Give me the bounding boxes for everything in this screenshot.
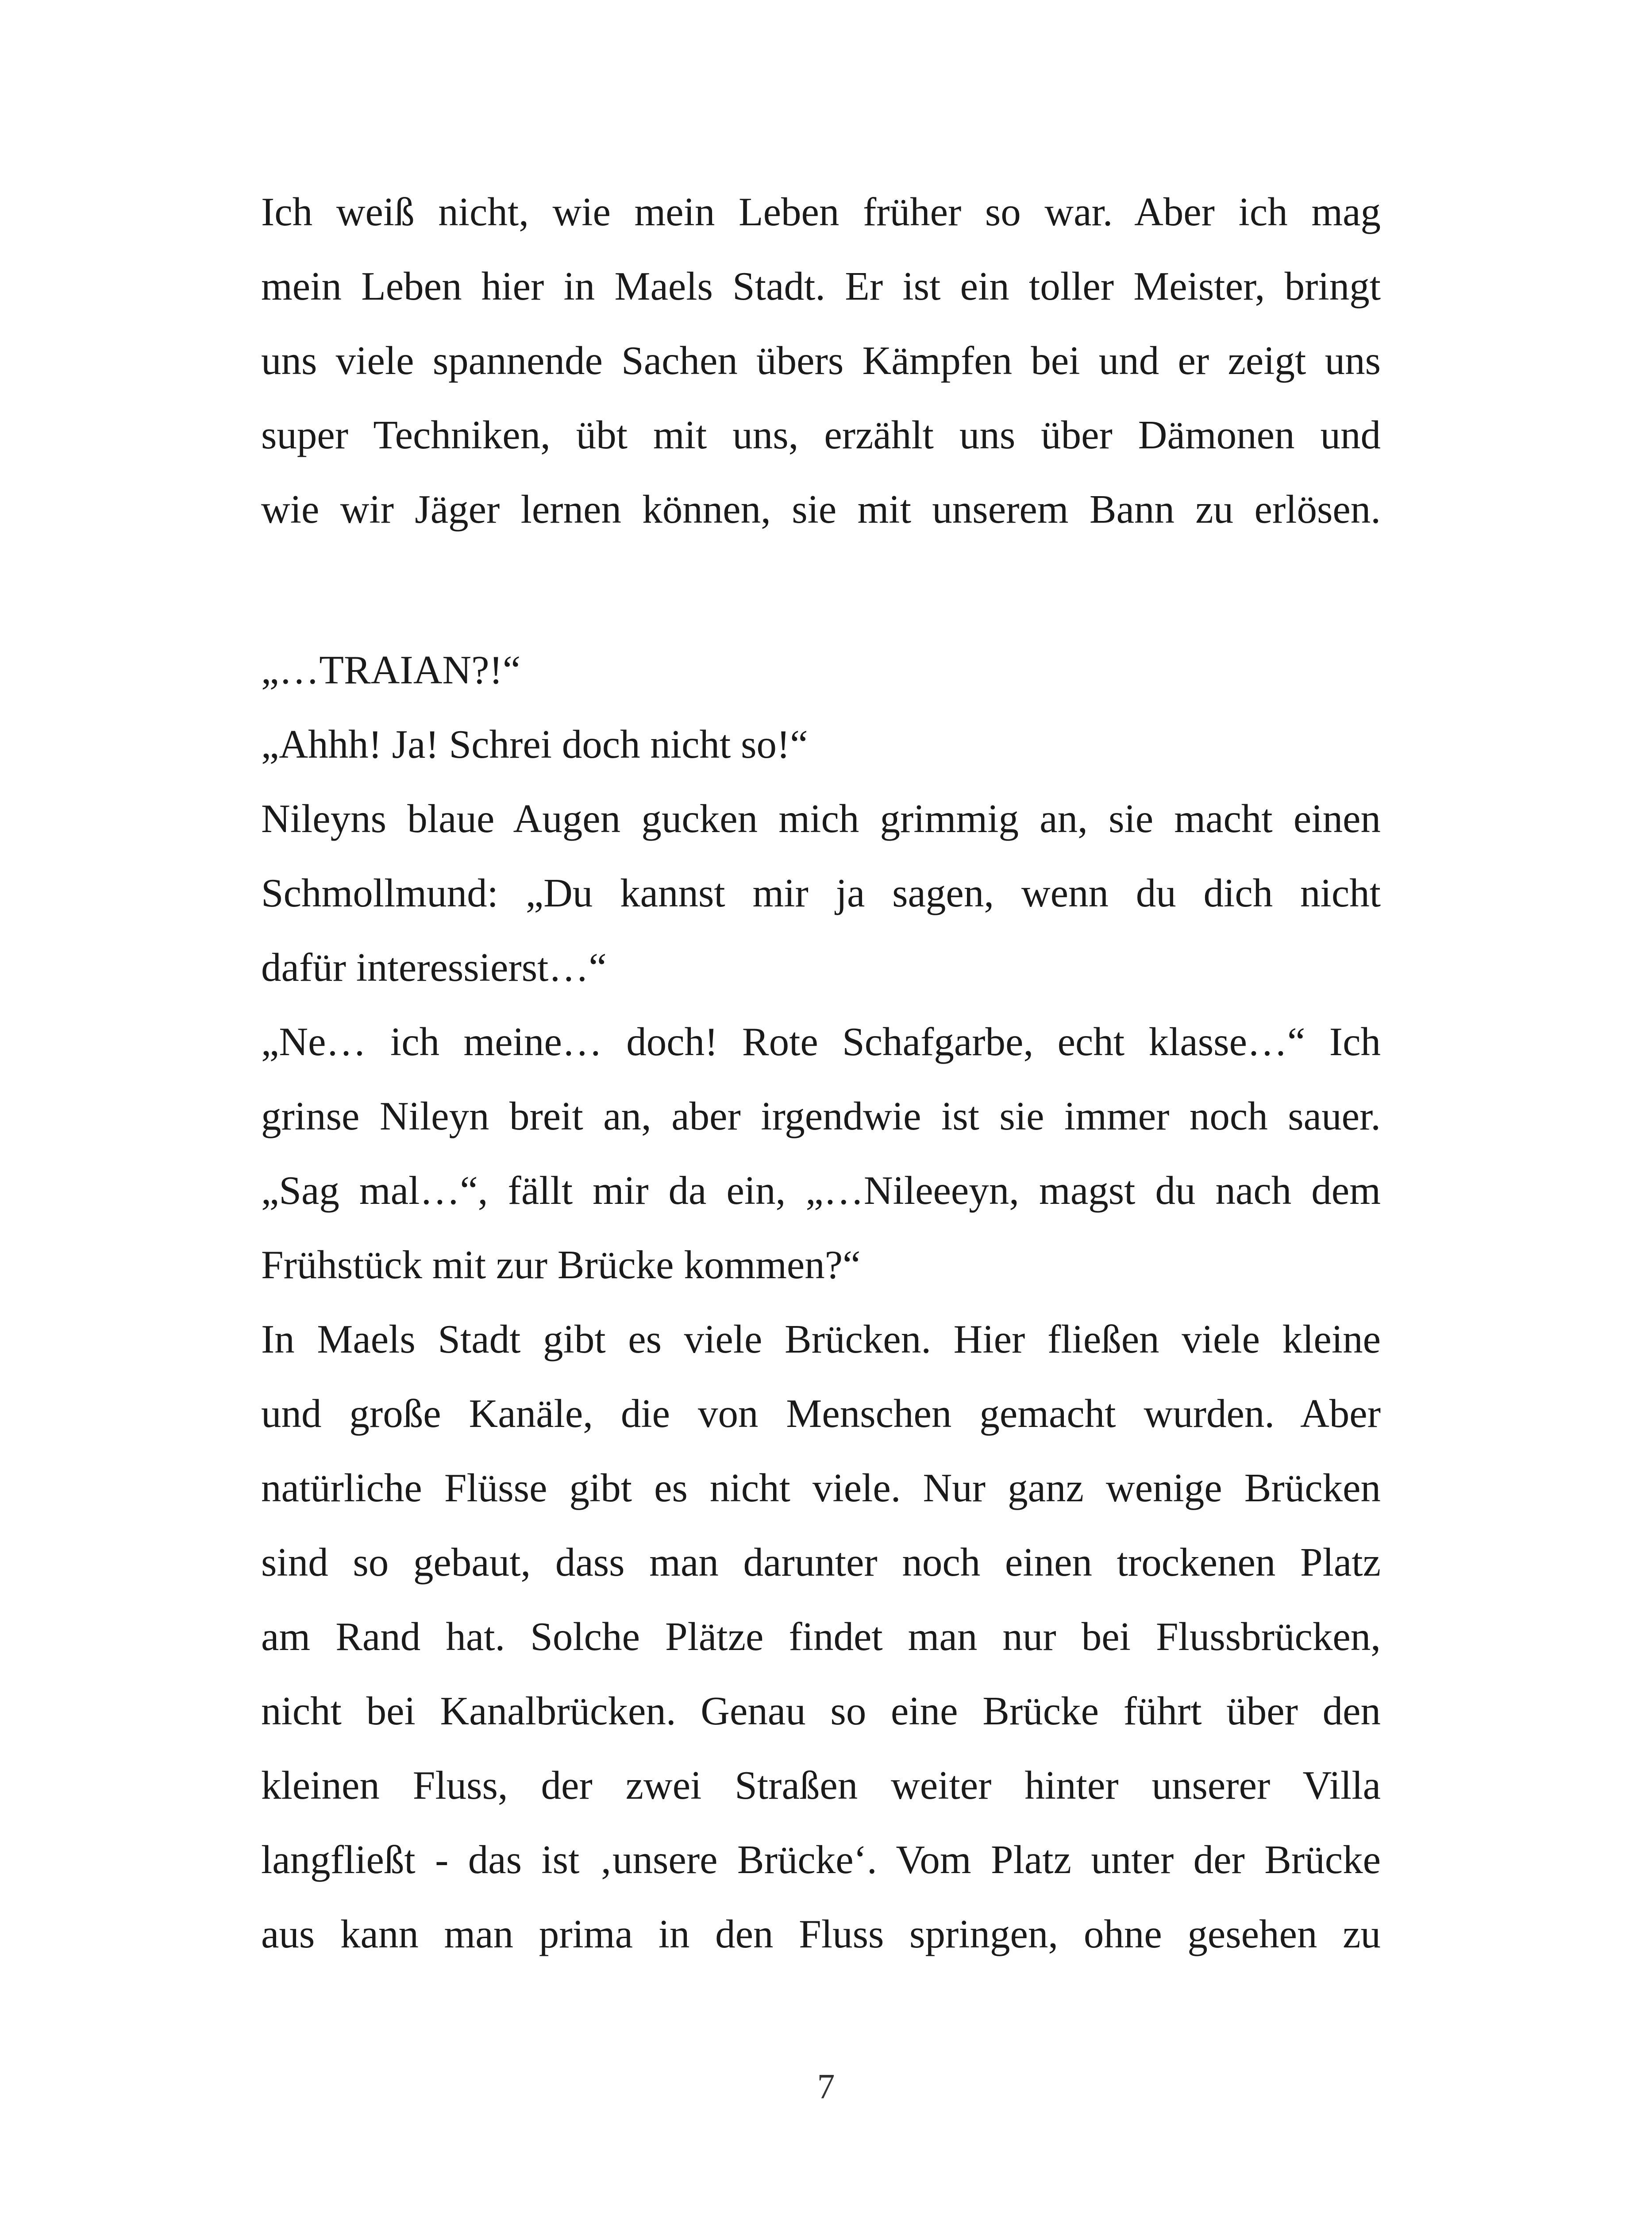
text-line: In Maels Stadt gibt es viele Brücken. Hier fließen viele kleine <box>261 1317 1381 1361</box>
text-line: sind so gebaut, dass man darunter noch einen trockenen Platz <box>261 1540 1381 1585</box>
text-line: Nileyns blaue Augen gucken mich grimmig an, sie macht einen <box>261 796 1381 841</box>
text-line: „Ahhh! Ja! Schrei doch nicht so!“ <box>261 722 808 767</box>
text-line: „Ne… ich meine… doch! Rote Schafgarbe, echt klasse…“ Ich <box>261 1019 1381 1064</box>
text-line: „Sag mal…“, fällt mir da ein, „…Nileeeyn, magst du nach dem <box>261 1168 1381 1213</box>
text-line: Schmollmund: „Du kannst mir ja sagen, wenn du dich nicht <box>261 871 1381 915</box>
text-line: Frühstück mit zur Brücke kommen?“ <box>261 1242 861 1287</box>
text-line: am Rand hat. Solche Plätze findet man nur bei Flussbrücken, <box>261 1614 1381 1659</box>
text-line: Ich weiß nicht, wie mein Leben früher so war. Aber ich mag <box>261 189 1381 234</box>
text-line: uns viele spannende Sachen übers Kämpfen bei und er zeigt uns <box>261 338 1381 383</box>
text-line: grinse Nileyn breit an, aber irgendwie ist sie immer noch sauer. <box>261 1094 1381 1138</box>
text-line: dafür interessierst…“ <box>261 945 607 990</box>
text-line: langfließt - das ist ‚unsere Brücke‘. Vom Platz unter der Brücke <box>261 1837 1381 1882</box>
text-line: super Techniken, übt mit uns, erzählt uns über Dämonen und <box>261 413 1381 457</box>
text-line: „…TRAIAN?!“ <box>261 648 521 692</box>
text-line: aus kann man prima in den Fluss springen, ohne gesehen zu <box>261 1912 1381 1956</box>
paragraph-intro <box>261 175 1381 547</box>
page-number: 7 <box>817 2067 835 2106</box>
text-line: mein Leben hier in Maels Stadt. Er ist ein toller Meister, bringt <box>261 264 1381 308</box>
paragraph-dialogue <box>261 633 1381 1971</box>
text-line: natürliche Flüsse gibt es nicht viele. Nur ganz wenige Brücken <box>261 1465 1381 1510</box>
text-line: nicht bei Kanalbrücken. Genau so eine Brücke führt über den <box>261 1689 1381 1733</box>
text-line: und große Kanäle, die von Menschen gemacht wurden. Aber <box>261 1391 1381 1436</box>
text-line: wie wir Jäger lernen können, sie mit unserem Bann zu erlösen. <box>261 487 1381 532</box>
text-line: kleinen Fluss, der zwei Straßen weiter hinter unserer Villa <box>261 1763 1381 1808</box>
